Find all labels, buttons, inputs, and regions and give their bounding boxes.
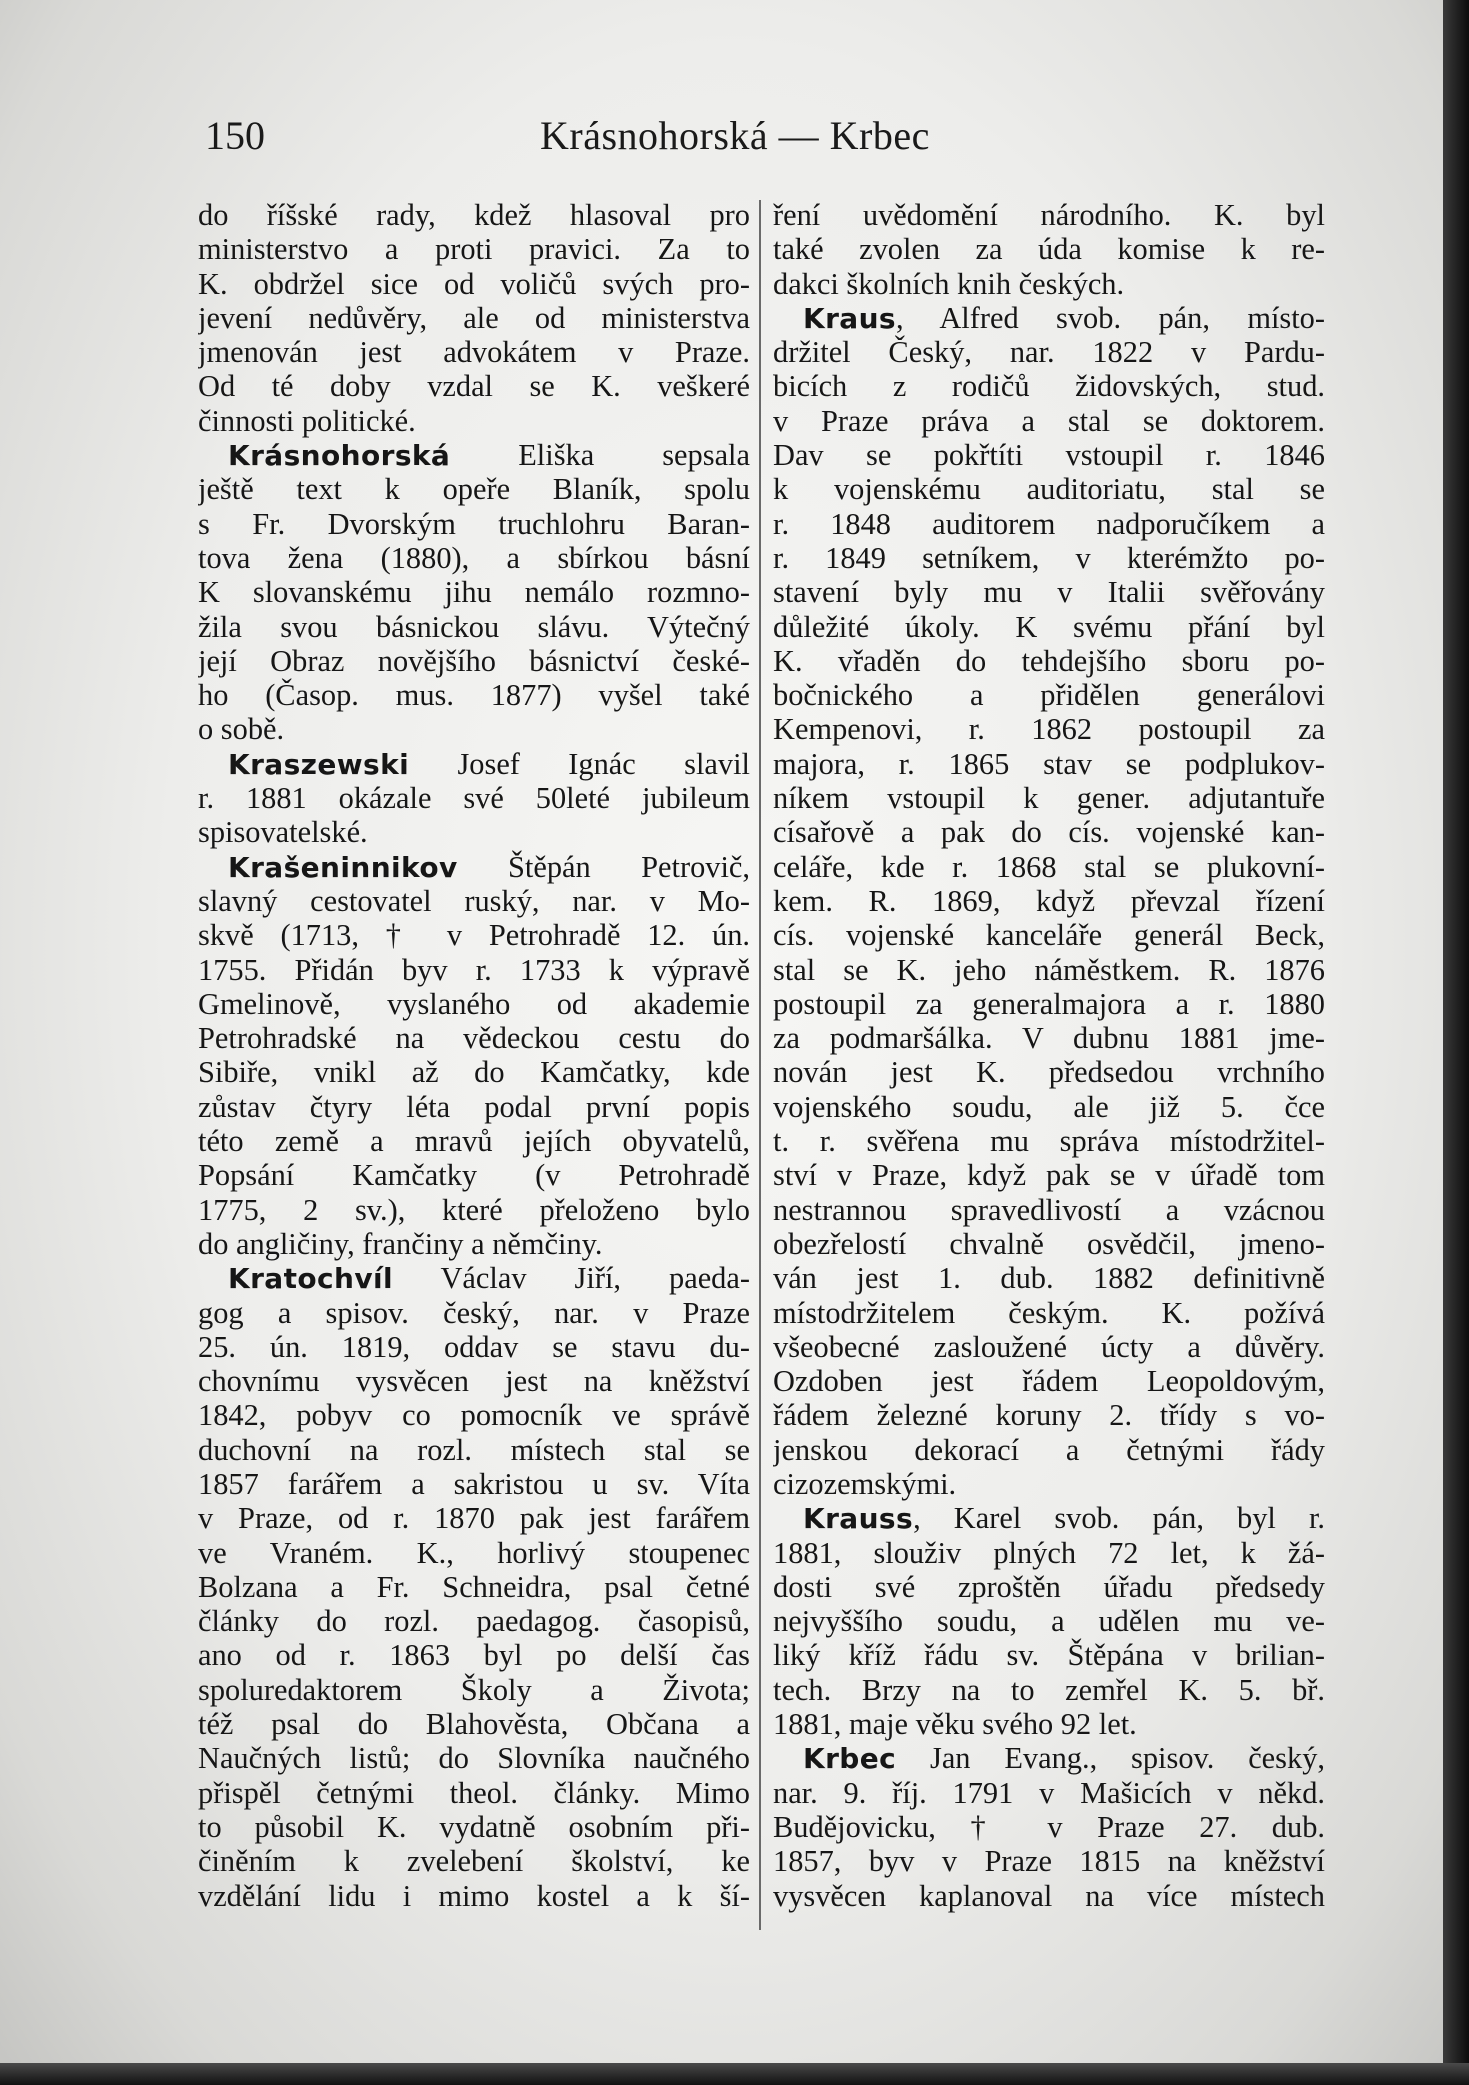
line-text: r. 1848 auditorem nadporučíkem a — [773, 506, 1325, 541]
text-line — [198, 610, 750, 644]
text-line — [773, 918, 1325, 952]
line-text: důležité úkoly. K svému přání byl — [773, 609, 1325, 644]
line-text: ministerstvo a proti pravici. Za to — [198, 232, 750, 267]
text-line — [198, 1433, 750, 1467]
text-line — [773, 1810, 1325, 1844]
entry-headword: Krásnohorská — [228, 439, 451, 473]
line-text: vysvěcen kaplanoval na více místech — [773, 1878, 1325, 1913]
line-text: 1881, slouživ plných 72 let, k žá- — [773, 1535, 1325, 1570]
line-text: Eliška sepsala — [450, 438, 750, 473]
text-line — [198, 918, 750, 952]
line-text: všeobecné zasloužené úcty a důvěry. — [773, 1329, 1325, 1364]
text-line — [773, 198, 1325, 232]
text-line — [198, 472, 750, 506]
text-line — [198, 198, 750, 232]
text-line — [773, 472, 1325, 506]
entry-headword: Krašeninnikov — [228, 850, 458, 884]
text-line — [198, 1604, 750, 1638]
line-text: 1775, 2 sv.), které přeloženo bylo — [198, 1192, 750, 1227]
text-line — [773, 232, 1325, 266]
text-line — [198, 1296, 750, 1330]
line-text: r. 1881 okázale své 50leté jubileum — [198, 781, 750, 816]
text-line — [198, 1227, 750, 1261]
text-line — [198, 507, 750, 541]
entry-heading-line — [198, 747, 750, 781]
text-line — [773, 438, 1325, 472]
entry-heading-line — [773, 1501, 1325, 1535]
line-text: tech. Brzy na to zemřel K. 5. bř. — [773, 1672, 1325, 1707]
line-text: Gmelinově, vyslaného od akademie — [198, 986, 750, 1021]
line-text: Naučných listů; do Slovníka naučného — [198, 1741, 750, 1776]
text-line — [773, 369, 1325, 403]
text-line — [198, 267, 750, 301]
line-text: Štěpán Petrovič, — [457, 849, 750, 884]
text-line — [198, 1810, 750, 1844]
line-text: ván jest 1. dub. 1882 definitivně — [773, 1261, 1325, 1296]
line-text: liký kříž řádu sv. Štěpána v brilian- — [773, 1638, 1325, 1673]
text-line — [773, 712, 1325, 746]
line-text: gog a spisov. český, nar. v Praze — [198, 1295, 750, 1330]
line-text: 1857, byv v Praze 1815 na kněžství — [773, 1844, 1325, 1879]
text-line — [773, 1433, 1325, 1467]
text-line — [198, 1193, 750, 1227]
text-line — [773, 507, 1325, 541]
text-line — [773, 678, 1325, 712]
line-text: Jan Evang., spisov. český, — [896, 1741, 1325, 1776]
line-text: Dav se pokřtíti vstoupil r. 1846 — [773, 438, 1325, 473]
text-line — [198, 335, 750, 369]
text-line — [198, 1364, 750, 1398]
line-text: Popsání Kamčatky (v Petrohradě — [198, 1158, 750, 1193]
line-text: řádem železné koruny 2. třídy s vo- — [773, 1398, 1325, 1433]
line-text: cís. vojenské kanceláře generál Beck, — [773, 918, 1325, 953]
line-text: 1755. Přidán byv r. 1733 k výpravě — [198, 952, 750, 987]
text-line — [773, 1536, 1325, 1570]
text-line — [773, 1844, 1325, 1878]
text-line — [198, 781, 750, 815]
text-line — [773, 815, 1325, 849]
text-line — [773, 1673, 1325, 1707]
line-text: do říšské rady, kdež hlasoval pro — [198, 198, 750, 232]
text-line — [198, 301, 750, 335]
text-line — [198, 1570, 750, 1604]
text-line — [198, 1536, 750, 1570]
text-line — [773, 1055, 1325, 1089]
line-text: Budějovicku, † v Praze 27. dub. — [773, 1809, 1325, 1844]
line-text: s Fr. Dvorským truchlohru Baran- — [198, 506, 750, 541]
text-line — [773, 1158, 1325, 1192]
line-text: Ozdoben jest řádem Leopoldovým, — [773, 1364, 1325, 1399]
line-text: činnosti politické. — [198, 403, 416, 438]
text-line — [773, 1124, 1325, 1158]
line-text: této země a mravů jejích obyvatelů, — [198, 1124, 750, 1159]
text-line — [198, 1844, 750, 1878]
line-text: slavný cestovatel ruský, nar. v Mo- — [198, 883, 750, 918]
line-text: , Karel svob. pán, byl r. — [913, 1501, 1325, 1536]
line-text: stavení byly mu v Italii svěřovány — [773, 575, 1325, 610]
text-line — [198, 1330, 750, 1364]
line-text: též psal do Blahověsta, Občana a — [198, 1707, 750, 1742]
entry-heading-line — [773, 1741, 1325, 1775]
line-text: přispěl četnými theol. články. Mimo — [198, 1775, 750, 1810]
line-text: žila svou básnickou slávu. Výtečný — [198, 609, 750, 644]
line-text: 1857 farářem a sakristou u sv. Víta — [198, 1466, 750, 1501]
text-line — [198, 1398, 750, 1432]
text-line — [198, 815, 750, 849]
right-text-column — [773, 198, 1325, 1913]
line-text: 1842, pobyv co pomocník ve správě — [198, 1398, 750, 1433]
line-text: majora, r. 1865 stav se podplukov- — [773, 746, 1325, 781]
line-text: za podmaršálka. V dubnu 1881 jme- — [773, 1021, 1325, 1056]
text-line — [198, 953, 750, 987]
entry-heading-line — [773, 301, 1325, 335]
line-text: nejvyššího soudu, a udělen mu ve- — [773, 1604, 1325, 1639]
line-text: také zvolen za úda komise k re- — [773, 232, 1325, 267]
text-line — [198, 884, 750, 918]
line-text: K slovanskému jihu nemálo rozmno- — [198, 575, 750, 610]
text-line — [773, 1776, 1325, 1810]
line-text: držitel Český, nar. 1822 v Pardu- — [773, 335, 1325, 370]
line-text: místodržitelem českým. K. požívá — [773, 1295, 1325, 1330]
text-line — [773, 644, 1325, 678]
text-line — [773, 404, 1325, 438]
text-line — [198, 987, 750, 1021]
line-text: císařově a pak do cís. vojenské kan- — [773, 815, 1325, 850]
text-line — [773, 1467, 1325, 1501]
line-text: t. r. svěřena mu správa místodržitel- — [773, 1124, 1325, 1159]
line-text: v Praze, od r. 1870 pak jest farářem — [198, 1501, 750, 1536]
text-line — [773, 1261, 1325, 1295]
line-text: bicích z rodičů židovských, stud. — [773, 369, 1325, 404]
line-text: Petrohradské na vědeckou cestu do — [198, 1021, 750, 1056]
line-text: chovnímu vysvěcen jest na kněžství — [198, 1364, 750, 1399]
left-text-column — [198, 198, 750, 1913]
line-text: ření uvědomění národního. K. byl — [773, 198, 1325, 232]
line-text: ještě text k opeře Blaník, spolu — [198, 472, 750, 507]
text-line — [198, 1638, 750, 1672]
line-text: Kempenovi, r. 1862 postoupil za — [773, 712, 1325, 747]
text-line — [198, 541, 750, 575]
entry-heading-line — [198, 850, 750, 884]
line-text: k vojenskému auditoriatu, stal se — [773, 472, 1325, 507]
text-line — [198, 712, 750, 746]
line-text: vzdělání lidu i mimo kostel a k ší- — [198, 1878, 750, 1913]
page-edge-shadow-bottom — [0, 2063, 1469, 2085]
line-text: v Praze práva a stal se doktorem. — [773, 403, 1325, 438]
text-line — [773, 1879, 1325, 1913]
line-text: skvě (1713, † v Petrohradě 12. ún. — [198, 918, 750, 953]
text-line — [198, 1055, 750, 1089]
page-header — [205, 112, 1305, 172]
text-line — [198, 1158, 750, 1192]
line-text: cizozemskými. — [773, 1466, 957, 1501]
line-text: to působil K. vydatně osobním při- — [198, 1809, 750, 1844]
text-line — [773, 1364, 1325, 1398]
line-text: bočnického a přidělen generálovi — [773, 678, 1325, 713]
text-line — [198, 369, 750, 403]
line-text: spisovatelské. — [198, 815, 368, 850]
line-text: K. obdržel sice od voličů svých pro- — [198, 266, 750, 301]
line-text: stal se K. jeho náměstkem. R. 1876 — [773, 952, 1325, 987]
text-line — [198, 1879, 750, 1913]
text-line — [198, 1741, 750, 1775]
text-line — [198, 1673, 750, 1707]
text-line — [773, 610, 1325, 644]
line-text: jmenován jest advokátem v Praze. — [198, 335, 750, 370]
text-line — [773, 1398, 1325, 1432]
line-text: ve Vraném. K., horlivý stoupenec — [198, 1535, 750, 1570]
line-text: obezřelostí chvalně osvědčil, jmeno- — [773, 1226, 1325, 1261]
line-text: články do rozl. paedagog. časopisů, — [198, 1604, 750, 1639]
text-line — [773, 267, 1325, 301]
text-line — [773, 850, 1325, 884]
text-line — [198, 404, 750, 438]
line-text: postoupil za generalmajora a r. 1880 — [773, 986, 1325, 1021]
column-divider — [759, 200, 761, 1930]
line-text: ho (Časop. mus. 1877) vyšel také — [198, 678, 750, 713]
text-line — [198, 1776, 750, 1810]
text-line — [198, 644, 750, 678]
line-text: celáře, kde r. 1868 stal se plukovní- — [773, 849, 1325, 884]
line-text: nován jest K. předsedou vrchního — [773, 1055, 1325, 1090]
line-text: jenskou dekorací a četnými řády — [773, 1432, 1325, 1467]
line-text: jevení nedůvěry, ale od ministerstva — [198, 300, 750, 335]
line-text: K. vřaděn do tehdejšího sboru po- — [773, 643, 1325, 678]
entry-headword: Kraszewski — [228, 747, 410, 781]
line-text: ství v Praze, když pak se v úřadě tom — [773, 1158, 1325, 1193]
text-line — [773, 1296, 1325, 1330]
line-text: spoluredaktorem Školy a Života; — [198, 1672, 750, 1707]
line-text: níkem vstoupil k gener. adjutantuře — [773, 781, 1325, 816]
entry-headword: Krbec — [803, 1742, 897, 1776]
line-text: nar. 9. říj. 1791 v Mašicích v někd. — [773, 1775, 1325, 1810]
text-line — [773, 1193, 1325, 1227]
line-text: , Alfred svob. pán, místo- — [896, 300, 1325, 335]
text-line — [198, 232, 750, 266]
text-line — [198, 1501, 750, 1535]
running-title: Krásnohorská — Krbec — [540, 113, 930, 158]
text-line — [198, 1021, 750, 1055]
entry-headword: Kratochvíl — [228, 1262, 393, 1296]
text-line — [773, 987, 1325, 1021]
line-text: ano od r. 1863 byl po delší čas — [198, 1638, 750, 1673]
text-line — [773, 747, 1325, 781]
text-line — [773, 1570, 1325, 1604]
line-text: dosti své zproštěn úřadu předsedy — [773, 1569, 1325, 1604]
text-line — [773, 541, 1325, 575]
text-line — [773, 1227, 1325, 1261]
text-line — [773, 1638, 1325, 1672]
line-text: Václav Jiří, paeda- — [393, 1261, 750, 1296]
page-edge-shadow-right — [1443, 0, 1469, 2085]
text-line — [198, 1707, 750, 1741]
text-line — [773, 1090, 1325, 1124]
text-line — [773, 1604, 1325, 1638]
text-line — [773, 1707, 1325, 1741]
text-line — [773, 575, 1325, 609]
line-text: dakci školních knih českých. — [773, 266, 1125, 301]
text-line — [773, 1021, 1325, 1055]
text-line — [198, 575, 750, 609]
text-line — [198, 1124, 750, 1158]
page-number: 150 — [205, 113, 265, 158]
line-text: její Obraz novějšího básnictví české- — [198, 643, 750, 678]
text-line — [198, 1090, 750, 1124]
text-line — [198, 678, 750, 712]
text-line — [773, 781, 1325, 815]
line-text: do angličiny, frančiny a němčiny. — [198, 1226, 603, 1261]
text-line — [773, 1330, 1325, 1364]
line-text: o sobě. — [198, 712, 285, 747]
text-line — [773, 953, 1325, 987]
line-text: kem. R. 1869, když převzal řízení — [773, 883, 1325, 918]
line-text: 25. ún. 1819, oddav se stavu du- — [198, 1329, 750, 1364]
line-text: Bolzana a Fr. Schneidra, psal četné — [198, 1569, 750, 1604]
entry-heading-line — [198, 1261, 750, 1295]
entry-headword: Kraus — [803, 301, 896, 335]
line-text: Sibiře, vnikl až do Kamčatky, kde — [198, 1055, 750, 1090]
text-line — [773, 884, 1325, 918]
line-text: 1881, maje věku svého 92 let. — [773, 1707, 1137, 1742]
line-text: Od té doby vzdal se K. veškeré — [198, 369, 750, 404]
entry-heading-line — [198, 438, 750, 472]
line-text: r. 1849 setníkem, v kterémžto po- — [773, 540, 1325, 575]
line-text: Josef Ignác slavil — [409, 746, 750, 781]
line-text: vojenského soudu, ale již 5. čce — [773, 1089, 1325, 1124]
line-text: tova žena (1880), a sbírkou básní — [198, 540, 750, 575]
text-line — [198, 1467, 750, 1501]
text-line — [773, 335, 1325, 369]
line-text: zůstav čtyry léta podal první popis — [198, 1089, 750, 1124]
entry-headword: Krauss — [803, 1502, 914, 1536]
line-text: činěním k zvelebení školství, ke — [198, 1844, 750, 1879]
line-text: duchovní na rozl. místech stal se — [198, 1432, 750, 1467]
line-text: nestrannou spravedlivostí a vzácnou — [773, 1192, 1325, 1227]
